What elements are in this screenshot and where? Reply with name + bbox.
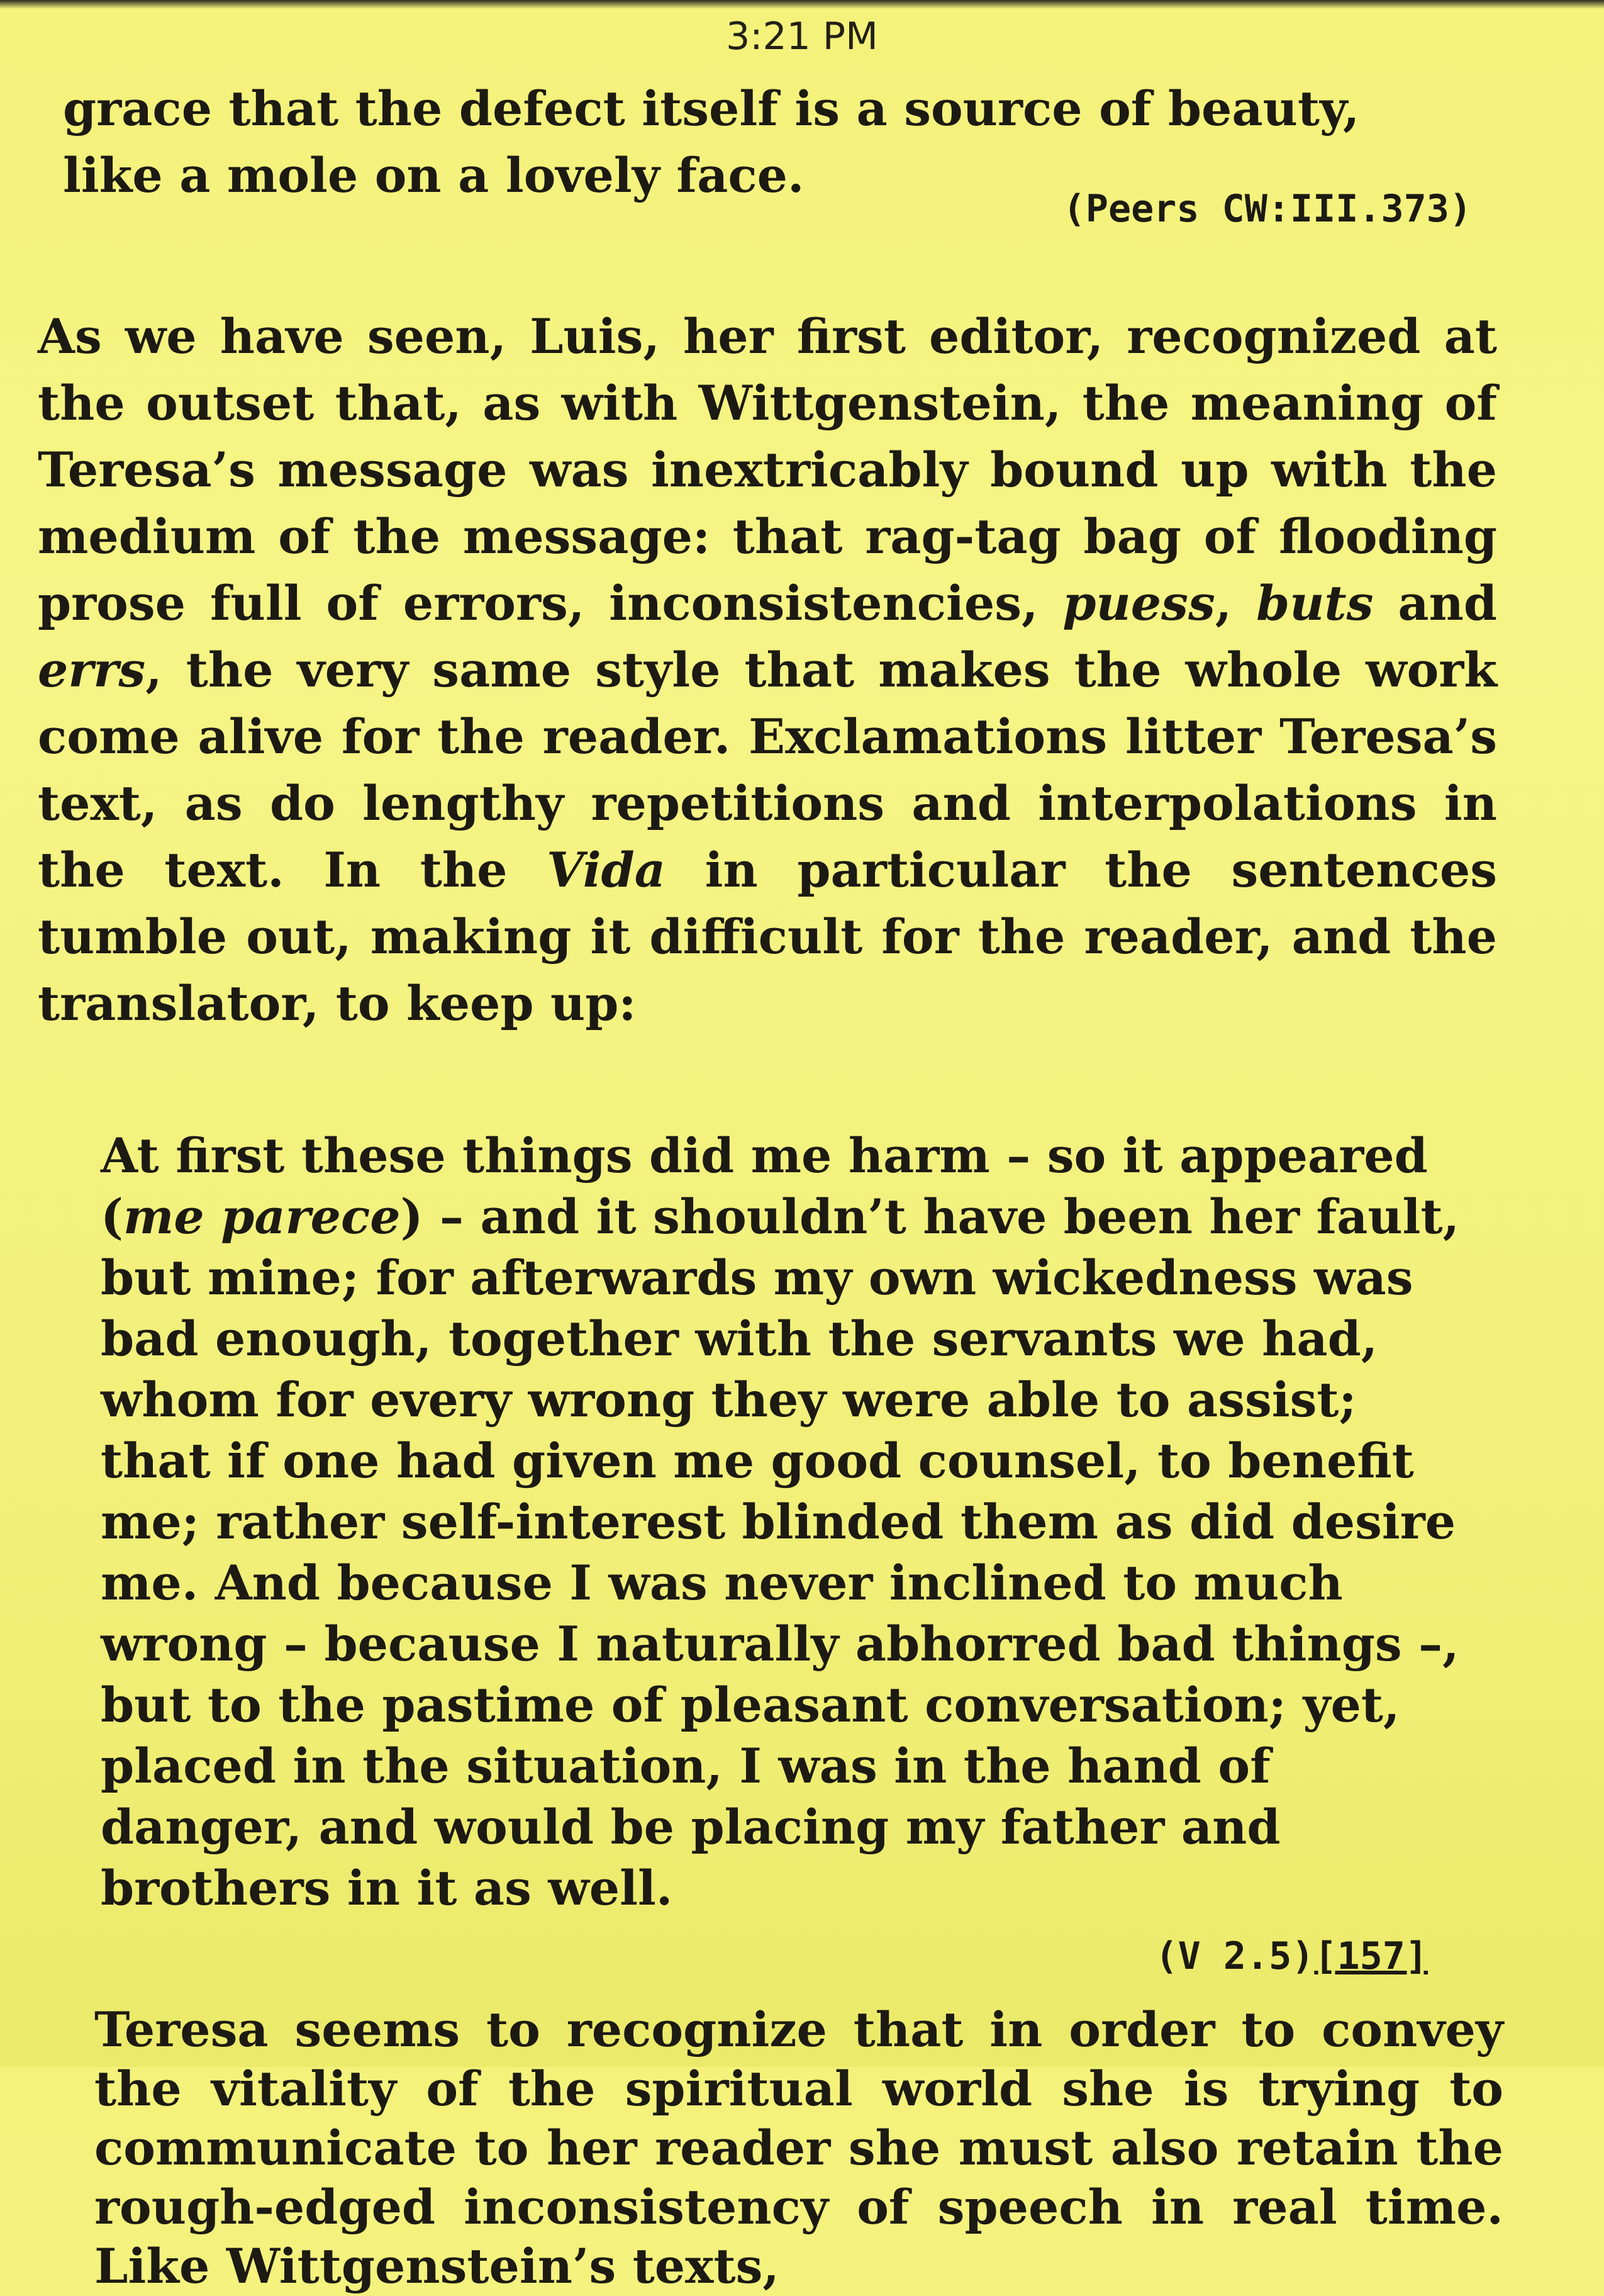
reading-page[interactable]: [38, 76, 1503, 2296]
paragraph-last: Teresa seems to recognize that in order to convey the vitality of the spiritual world she is trying to communicate to her reader she must also retain the rough-edged inconsistency of speech in real time. Like Wittgenstein’s texts,: [94, 2002, 1503, 2294]
italic-vida: Vida: [547, 842, 666, 898]
italic-puess: puess: [1062, 575, 1215, 631]
block-quote: At first these things did me harm – so it appeared (me parece) – and it shouldn’t have been her fault, but mine; for afterwards my own wickedness was bad enough, together with the servants we had, whom for every wrong they were able to assist; that if one had given me good counsel, to benefit me; rather self-interest blinded them as did desire me. And because I was never inclined to much wrong – because I naturally abhorred bad things –, but to the pastime of pleasant conversation; yet, placed in the situation, I was in the hand of danger, and would be placing my father and brothers in it as well.: [101, 1128, 1460, 1916]
paragraph-main: As we have seen, Luis, her first editor, recognized at the outset that, as with Wittgenstein, the meaning of Teresa’s message was inextricably bound up with the medium of the message: that rag-tag bag of flooding prose full of errors, inconsistencies, puess, buts and errs, the very same style that makes the whole work come alive for the reader. Exclamations litter Teresa’s text, as do lengthy repetitions and interpolations in the text. In the Vida in particular the sentences tumble out, making it difficult for the reader, and the translator, to keep up:: [38, 308, 1497, 1031]
citation-ref: (V 2.5): [1155, 1934, 1315, 1978]
screen-top-edge: [0, 0, 1604, 9]
citation-peers: (Peers CW:III.373): [1062, 187, 1472, 231]
italic-me-parece: me parece: [123, 1189, 401, 1245]
footnote-link[interactable]: [157]: [1314, 1934, 1428, 1978]
paragraph-continued: grace that the defect itself is a source of beauty, like a mole on a lovely face.: [63, 81, 1360, 203]
status-bar-time: 3:21 PM: [726, 14, 878, 59]
italic-buts: buts: [1256, 575, 1374, 631]
italic-errs: errs: [38, 642, 146, 698]
citation-vida: [38, 1931, 1497, 1981]
